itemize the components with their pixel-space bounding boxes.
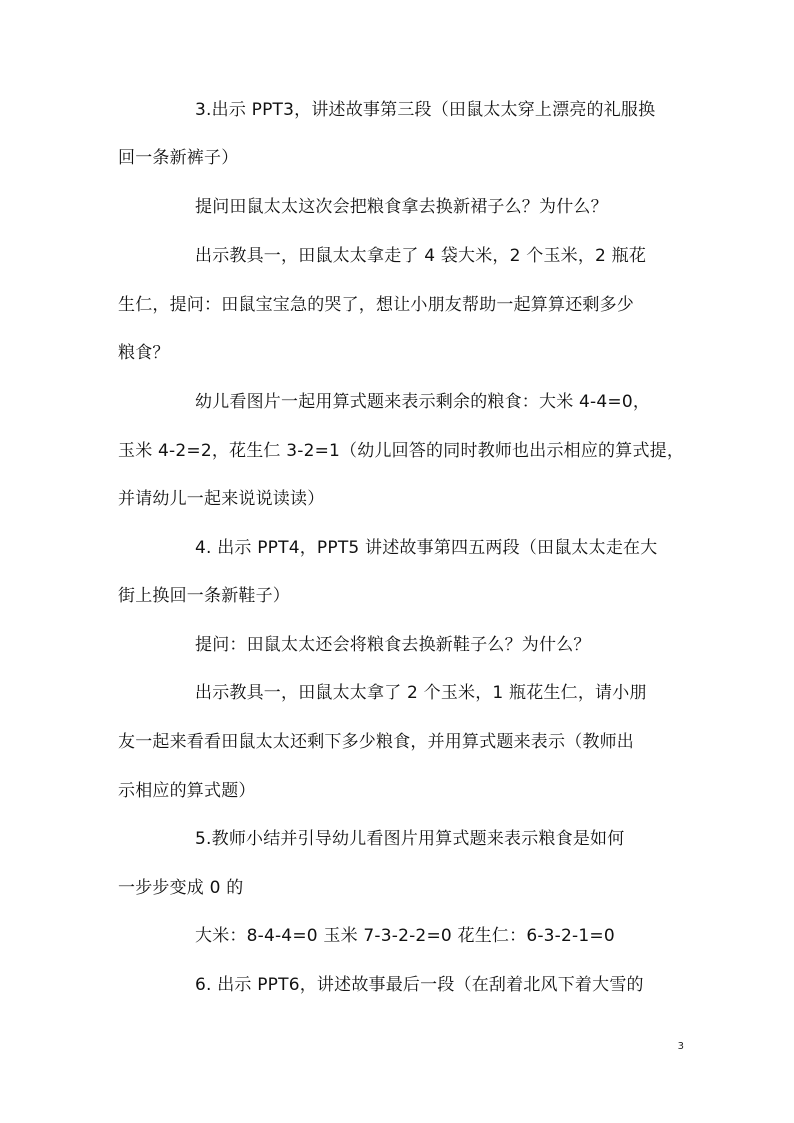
paragraph-line-15: 示相应的算式题） <box>118 781 256 801</box>
paragraph-line-4: 出示教具一，田鼠太太拿走了 4 袋大米，2 个玉米，2 瓶花 <box>195 246 647 266</box>
paragraph-line-10: 4. 出示 PPT4，PPT5 讲述故事第四五两段（田鼠太太走在大 <box>195 538 658 558</box>
paragraph-line-9: 并请幼儿一起来说说读读） <box>118 489 325 509</box>
paragraph-line-13: 出示教具一，田鼠太太拿了 2 个玉米，1 瓶花生仁，请小朋 <box>195 683 647 703</box>
paragraph-line-6: 粮食？ <box>118 343 170 363</box>
paragraph-line-17: 一步步变成 0 的 <box>118 878 244 898</box>
paragraph-line-18: 大米：8-4-4=0 玉米 7-3-2-2=0 花生仁：6-3-2-1=0 <box>195 926 615 946</box>
paragraph-line-5: 生仁，提问：田鼠宝宝急的哭了，想让小朋友帮助一起算算还剩多少 <box>118 295 634 315</box>
paragraph-line-14: 友一起来看看田鼠太太还剩下多少粮食，并用算式题来表示（教师出 <box>118 732 634 752</box>
paragraph-line-11: 街上换回一条新鞋子） <box>118 586 290 606</box>
paragraph-line-8: 玉米 4-2=2，花生仁 3-2=1（幼儿回答的同时教师也出示相应的算式提， <box>118 441 685 461</box>
paragraph-line-3: 提问田鼠太太这次会把粮食拿去换新裙子么？为什么？ <box>195 197 608 217</box>
paragraph-line-16: 5.教师小结并引导幼儿看图片用算式题来表示粮食是如何 <box>195 829 625 849</box>
paragraph-line-19: 6. 出示 PPT6，讲述故事最后一段（在刮着北风下着大雪的 <box>195 975 644 995</box>
paragraph-line-7: 幼儿看图片一起用算式题来表示剩余的粮食：大米 4-4=0， <box>195 392 651 412</box>
paragraph-line-1: 3.出示 PPT3，讲述故事第三段（田鼠太太穿上漂亮的礼服换 <box>195 100 656 120</box>
page-number: 3 <box>677 1041 684 1052</box>
paragraph-line-12: 提问：田鼠太太还会将粮食去换新鞋子么？为什么？ <box>195 635 591 655</box>
paragraph-line-2: 回一条新裤子） <box>118 148 239 168</box>
